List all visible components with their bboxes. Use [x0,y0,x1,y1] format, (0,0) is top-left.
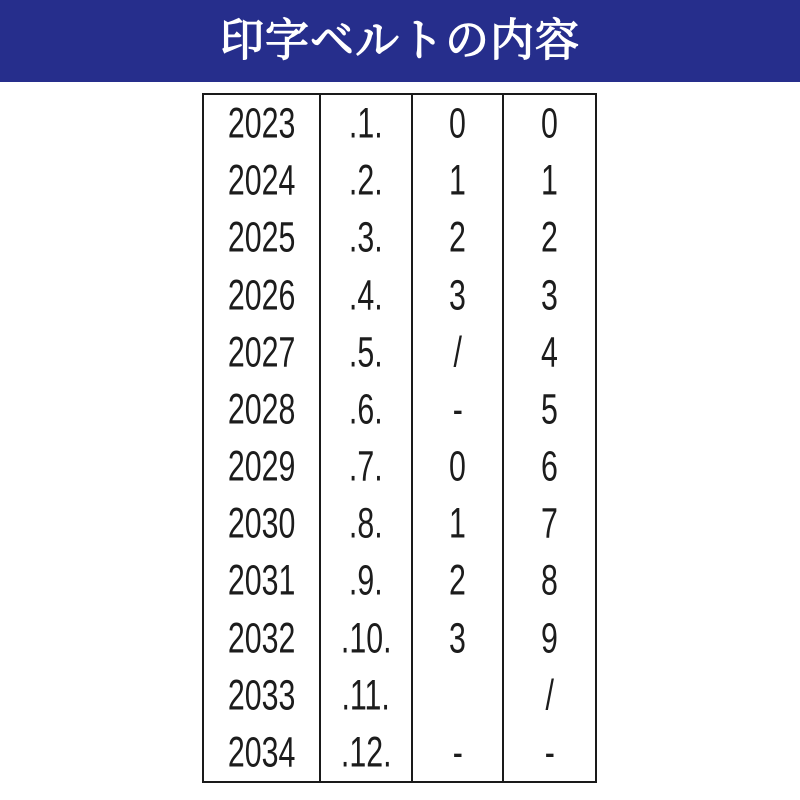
table-cell: 2 [541,213,559,262]
table-cell: 3 [541,270,559,319]
table-cell: 3 [449,613,466,662]
table-cell: 2034 [227,728,296,776]
table-cell: 2024 [227,156,296,205]
table-column-month [321,95,413,781]
table-cell: 9 [541,613,559,662]
table-cell: .2. [348,156,383,205]
table-cell: .8. [348,499,383,548]
table-cell: .11. [341,670,391,719]
table-cell: 2033 [227,670,296,719]
table-cell [413,667,502,724]
table-cell: 0 [449,442,466,491]
table-cell: 8 [541,556,559,605]
table-cell: 2029 [227,442,296,491]
table-cell: .6. [348,384,383,433]
table-cell: 7 [541,499,559,548]
table-cell: 2023 [227,99,296,147]
table-cell: 2028 [227,384,296,433]
table-cell: 2032 [227,613,296,662]
table-column-belt-b [504,95,595,781]
table-cell: .7. [348,442,383,491]
table-column-belt-a [413,95,504,781]
table-cell: 2026 [227,270,296,319]
table-cell: .5. [348,327,383,376]
table-cell: 1 [541,156,559,205]
table-cell: - [452,384,463,433]
page-title: 印字ベルトの内容 [220,15,580,66]
table-cell: .12. [340,728,392,776]
table-cell: 0 [541,99,559,147]
table-cell: 2 [449,556,466,605]
table-cell: - [452,728,463,776]
table-cell: 1 [449,156,466,205]
table-cell: - [544,728,555,776]
table-column-year [204,95,321,781]
table-cell: / [545,670,554,719]
table-cell: / [453,327,462,376]
table-cell: .1. [348,99,383,147]
table-cell: 4 [541,327,559,376]
table-cell: 1 [449,499,466,548]
table-cell: 2025 [227,213,296,262]
table-cell: .4. [348,270,383,319]
table-cell: 6 [541,442,559,491]
table-cell: .3. [348,213,383,262]
table-cell: .9. [348,556,383,605]
table-cell: .10. [340,613,392,662]
table-cell: 2031 [227,556,296,605]
table-cell: 2027 [227,327,296,376]
table-cell: 0 [449,99,466,147]
table-cell: 3 [449,270,466,319]
print-belt-table [202,93,597,783]
table-cell: 2 [449,213,466,262]
title-banner [0,0,800,82]
table-cell: 2030 [227,499,296,548]
table-cell: 5 [541,384,559,433]
